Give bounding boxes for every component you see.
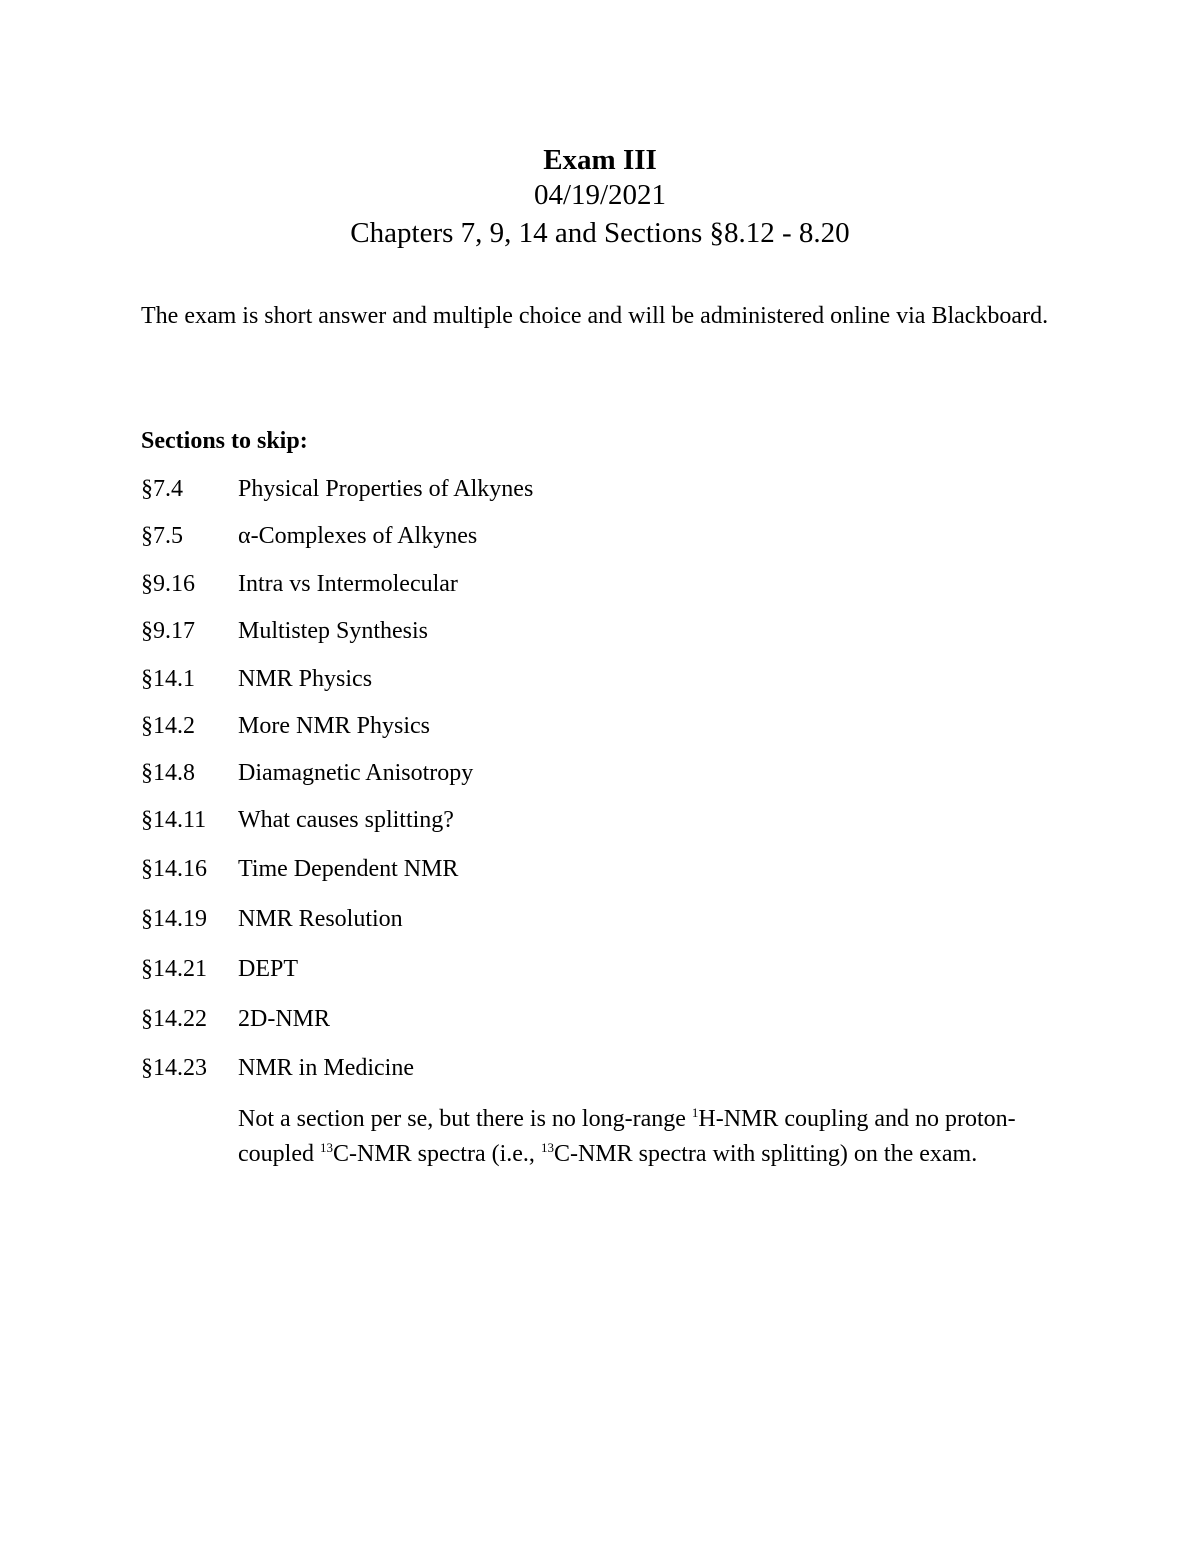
note-text: H-NMR coupling and no proton-coupled <box>238 1106 1016 1167</box>
section-number: §14.16 <box>141 856 207 882</box>
section-name: What causes splitting? <box>238 807 454 833</box>
section-name: NMR Resolution <box>238 906 403 932</box>
section-name: Time Dependent NMR <box>238 856 459 882</box>
section-name: Diamagnetic Anisotropy <box>238 760 474 786</box>
section-name: 2D-NMR <box>238 1006 331 1032</box>
note-superscript: 13 <box>540 1140 554 1155</box>
section-number: §14.1 <box>141 666 195 692</box>
section-number: §14.2 <box>141 713 195 739</box>
intro-paragraph: The exam is short answer and multiple choice and will be administered online via Blackboard. <box>141 303 1049 329</box>
section-name: Intra vs Intermolecular <box>238 571 458 597</box>
note-text: Not a section per se, but there is no long-range <box>238 1106 692 1132</box>
nmr-note-paragraph <box>238 1102 1068 1172</box>
section-name: NMR in Medicine <box>238 1055 414 1081</box>
sections-to-skip-heading: Sections to skip: <box>141 428 308 454</box>
note-text: C-NMR spectra (i.e., <box>332 1141 541 1167</box>
section-name: More NMR Physics <box>238 713 431 739</box>
section-number: §7.4 <box>141 476 183 502</box>
exam-title: Exam III <box>543 144 657 176</box>
section-name: NMR Physics <box>238 666 373 692</box>
section-number: §14.19 <box>141 906 207 932</box>
section-number: §9.16 <box>141 571 195 597</box>
exam-date: 04/19/2021 <box>533 179 667 211</box>
exam-chapters: Chapters 7, 9, 14 and Sections §8.12 - 8.20 <box>350 217 850 249</box>
section-number: §14.22 <box>141 1006 207 1032</box>
section-name: DEPT <box>238 956 298 982</box>
section-number: §9.17 <box>141 618 195 644</box>
section-number: §14.11 <box>141 807 207 833</box>
note-text: C-NMR spectra with splitting) on the exam. <box>553 1141 978 1167</box>
section-name: α-Complexes of Alkynes <box>238 523 478 549</box>
section-number: §7.5 <box>141 523 183 549</box>
note-superscript: 1 <box>691 1105 699 1120</box>
note-superscript: 13 <box>319 1140 333 1155</box>
section-number: §14.8 <box>141 760 195 786</box>
section-number: §14.21 <box>141 956 207 982</box>
section-name: Physical Properties of Alkynes <box>238 476 534 502</box>
section-name: Multistep Synthesis <box>238 618 429 644</box>
section-number: §14.23 <box>141 1055 207 1081</box>
